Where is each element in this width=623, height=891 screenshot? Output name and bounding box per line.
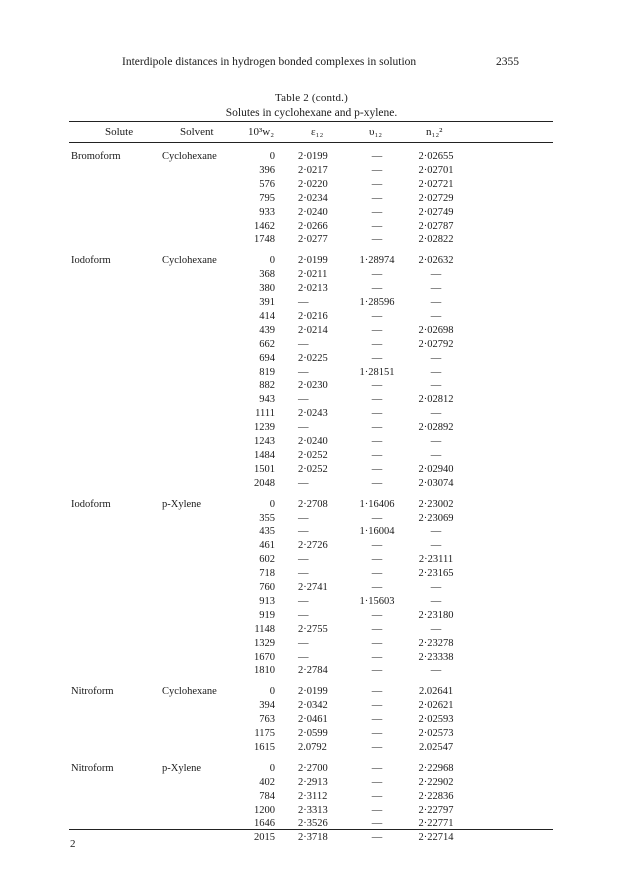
volume-cell: — <box>371 324 383 336</box>
concentration-cell: 1239 <box>254 422 275 434</box>
refractive-index-cell: 2·02621 <box>418 700 454 712</box>
solvent-cell: p-Xylene <box>162 762 202 774</box>
concentration-cell: 0 <box>269 255 275 267</box>
concentration-cell: 1329 <box>254 637 275 649</box>
refractive-index-cell: 2·03074 <box>418 477 454 489</box>
concentration-cell: 1243 <box>254 436 275 447</box>
concentration-cell: 391 <box>259 297 275 308</box>
epsilon-cell: 2·0214 <box>298 324 328 336</box>
epsilon-cell: 2·0213 <box>298 283 328 295</box>
refractive-index-cell: 2·02593 <box>418 714 454 726</box>
refractive-index-cell: 2·02701 <box>418 164 454 176</box>
refractive-index-cell: 2·22797 <box>418 804 454 816</box>
refractive-index-cell: — <box>430 352 442 364</box>
volume-cell: — <box>371 686 383 698</box>
volume-cell: — <box>371 338 383 350</box>
volume-cell: — <box>371 408 383 420</box>
concentration-cell: 414 <box>259 310 275 322</box>
refractive-index-cell: — <box>430 366 442 378</box>
refractive-index-cell: 2·02729 <box>418 192 454 204</box>
concentration-cell: 943 <box>259 394 275 406</box>
refractive-index-cell: 2·02655 <box>418 151 454 162</box>
volume-cell: — <box>371 234 383 246</box>
solvent-cell: Cyclohexane <box>162 255 217 267</box>
refractive-index-cell: — <box>430 283 442 295</box>
epsilon-cell: — <box>298 422 309 434</box>
epsilon-cell: — <box>298 366 309 378</box>
epsilon-cell: 2·0199 <box>298 686 328 698</box>
concentration-cell: 1646 <box>254 818 275 830</box>
concentration-cell: 402 <box>259 776 275 788</box>
volume-cell: 1·16004 <box>359 526 395 538</box>
concentration-cell: 1501 <box>254 463 275 475</box>
concentration-cell: 1111 <box>255 408 275 420</box>
volume-cell: — <box>371 832 383 844</box>
refractive-index-cell: 2·22714 <box>418 832 454 844</box>
concentration-cell: 1615 <box>254 741 275 753</box>
volume-cell: — <box>371 700 383 712</box>
volume-cell: — <box>371 582 383 593</box>
refractive-index-cell: 2·02698 <box>418 324 454 336</box>
volume-cell: 1·28596 <box>359 297 395 308</box>
concentration-cell: 396 <box>259 164 275 176</box>
header-solvent: Solvent <box>180 126 214 138</box>
epsilon-cell: — <box>298 554 309 566</box>
header-concentration: 10³w₂ <box>248 126 275 138</box>
epsilon-cell: 2·3526 <box>298 818 328 830</box>
concentration-cell: 718 <box>259 568 275 580</box>
concentration-cell: 763 <box>259 714 275 726</box>
epsilon-cell: 2·0252 <box>298 449 328 461</box>
volume-cell: — <box>371 283 383 295</box>
refractive-index-cell: 2·23069 <box>418 512 454 524</box>
epsilon-cell: 2·0240 <box>298 206 328 218</box>
refractive-index-cell: 2·02632 <box>418 255 454 267</box>
volume-cell: — <box>371 192 383 204</box>
volume-cell: — <box>371 164 383 176</box>
epsilon-cell: 2·3313 <box>298 804 328 816</box>
concentration-cell: 760 <box>259 582 275 593</box>
concentration-cell: 933 <box>259 206 275 218</box>
epsilon-cell: 2·0266 <box>298 220 328 232</box>
epsilon-cell: — <box>298 526 309 538</box>
concentration-cell: 795 <box>259 192 275 204</box>
epsilon-cell: 2·2708 <box>298 498 328 510</box>
concentration-cell: 0 <box>269 762 275 774</box>
solute-cell: Bromoform <box>71 151 121 162</box>
epsilon-cell: — <box>298 512 309 524</box>
epsilon-cell: — <box>298 651 309 663</box>
refractive-index-cell: 2·23180 <box>418 609 454 621</box>
volume-cell: — <box>371 352 383 364</box>
refractive-index-cell: 2·23278 <box>418 637 454 649</box>
concentration-cell: 662 <box>259 338 275 350</box>
epsilon-cell: 2·2784 <box>298 665 328 677</box>
refractive-index-cell: 2·02812 <box>418 394 454 406</box>
refractive-index-cell: — <box>430 297 442 308</box>
refractive-index-cell: — <box>430 540 442 552</box>
concentration-cell: 1748 <box>254 234 275 246</box>
epsilon-cell: 2·2726 <box>298 540 328 552</box>
epsilon-cell: 2·0211 <box>298 269 328 281</box>
refractive-index-cell: 2·23338 <box>418 651 454 663</box>
refractive-index-cell: — <box>430 310 442 322</box>
volume-cell: — <box>371 609 383 621</box>
epsilon-cell: 2·2913 <box>298 776 328 788</box>
concentration-cell: 435 <box>259 526 275 538</box>
epsilon-cell: 2·0225 <box>298 352 328 364</box>
refractive-index-cell: — <box>430 449 442 461</box>
refractive-index-cell: — <box>430 380 442 392</box>
volume-cell: — <box>371 463 383 475</box>
refractive-index-cell: 2.02641 <box>418 686 454 698</box>
concentration-cell: 1670 <box>254 651 275 663</box>
volume-cell: — <box>371 651 383 663</box>
solvent-cell: Cyclohexane <box>162 686 217 698</box>
concentration-cell: 2015 <box>254 832 275 844</box>
epsilon-cell: 2·0230 <box>298 380 328 392</box>
volume-cell: — <box>371 790 383 802</box>
concentration-cell: 694 <box>259 352 275 364</box>
concentration-cell: 394 <box>259 700 275 712</box>
volume-cell: — <box>371 449 383 461</box>
refractive-index-cell: — <box>430 582 442 593</box>
table-subtitle: Solutes in cyclohexane and p-xylene. <box>225 107 398 119</box>
solute-cell: Iodoform <box>71 498 111 510</box>
concentration-cell: 2048 <box>254 477 275 489</box>
epsilon-cell: — <box>298 637 309 649</box>
volume-cell: — <box>371 422 383 434</box>
volume-cell: — <box>371 554 383 566</box>
volume-cell: — <box>371 818 383 830</box>
epsilon-cell: — <box>298 338 309 350</box>
volume-cell: — <box>371 568 383 580</box>
refractive-index-cell: 2·22902 <box>418 776 454 788</box>
volume-cell: — <box>371 436 383 447</box>
concentration-cell: 919 <box>259 609 275 621</box>
epsilon-cell: 2·0599 <box>298 728 328 739</box>
epsilon-cell: 2·2741 <box>298 582 328 593</box>
volume-cell: 1·28974 <box>359 255 395 267</box>
refractive-index-cell: — <box>430 269 442 281</box>
epsilon-cell: — <box>298 609 309 621</box>
concentration-cell: 1148 <box>254 623 275 635</box>
volume-cell: — <box>371 512 383 524</box>
epsilon-cell: 2·0216 <box>298 310 328 322</box>
solute-cell: Iodoform <box>71 255 111 267</box>
refractive-index-cell: — <box>430 623 442 635</box>
refractive-index-cell: 2·02573 <box>418 728 454 739</box>
epsilon-cell: 2·2755 <box>298 623 328 635</box>
concentration-cell: 1462 <box>254 220 275 232</box>
solute-cell: Nitroform <box>71 762 114 774</box>
concentration-cell: 1484 <box>254 449 275 461</box>
volume-cell: — <box>371 269 383 281</box>
solvent-cell: Cyclohexane <box>162 151 217 162</box>
concentration-cell: 882 <box>259 380 275 392</box>
refractive-index-cell: — <box>430 526 442 538</box>
refractive-index-cell: 2·22771 <box>418 818 454 830</box>
epsilon-cell: — <box>298 394 309 406</box>
refractive-index-cell: — <box>430 665 442 677</box>
volume-cell: 1·16406 <box>359 498 395 510</box>
solute-cell: Nitroform <box>71 686 114 698</box>
table-caption: Table 2 (contd.) <box>275 92 348 104</box>
volume-cell: — <box>371 220 383 232</box>
concentration-cell: 355 <box>259 512 275 524</box>
concentration-cell: 784 <box>259 790 275 802</box>
refractive-index-cell: 2·02787 <box>418 220 454 232</box>
running-header-title: Interdipole distances in hydrogen bonded complexes in solution <box>122 56 417 68</box>
concentration-cell: 439 <box>259 324 275 336</box>
refractive-index-cell: 2.02547 <box>418 741 454 753</box>
epsilon-cell: 2·0199 <box>298 255 328 267</box>
epsilon-cell: 2·0234 <box>298 192 328 204</box>
refractive-index-cell: — <box>430 408 442 420</box>
refractive-index-cell: 2·02792 <box>418 338 454 350</box>
header-refractive-index: n₁₂² <box>426 126 443 138</box>
concentration-cell: 380 <box>259 283 275 295</box>
epsilon-cell: — <box>298 477 309 489</box>
solvent-cell: p-Xylene <box>162 498 202 510</box>
volume-cell: — <box>371 477 383 489</box>
volume-cell: — <box>371 637 383 649</box>
refractive-index-cell: 2·02822 <box>418 234 454 246</box>
concentration-cell: 602 <box>259 554 275 566</box>
epsilon-cell: 2·0240 <box>298 436 328 447</box>
refractive-index-cell: 2·23111 <box>418 554 454 566</box>
refractive-index-cell: — <box>430 595 442 607</box>
volume-cell: — <box>371 206 383 218</box>
refractive-index-cell: 2·23002 <box>418 498 454 510</box>
epsilon-cell: 2.0792 <box>298 741 327 753</box>
volume-cell: — <box>371 178 383 190</box>
volume-cell: — <box>371 540 383 552</box>
volume-cell: — <box>371 762 383 774</box>
epsilon-cell: — <box>298 595 309 607</box>
epsilon-cell: — <box>298 568 309 580</box>
volume-cell: — <box>371 151 383 162</box>
epsilon-cell: 2·0461 <box>298 714 328 726</box>
refractive-index-cell: 2·02749 <box>418 206 454 218</box>
refractive-index-cell: 2·22836 <box>418 790 454 802</box>
epsilon-cell: 2·0243 <box>298 408 328 420</box>
epsilon-cell: 2·3112 <box>298 790 328 802</box>
volume-cell: — <box>371 310 383 322</box>
refractive-index-cell: 2·02892 <box>418 422 454 434</box>
concentration-cell: 1810 <box>254 665 275 677</box>
volume-cell: — <box>371 776 383 788</box>
epsilon-cell: 2·0342 <box>298 700 328 712</box>
table-bottom-rule <box>69 829 553 830</box>
concentration-cell: 1200 <box>254 804 275 816</box>
volume-cell: — <box>371 804 383 816</box>
concentration-cell: 913 <box>259 595 275 607</box>
concentration-cell: 0 <box>269 686 275 698</box>
refractive-index-cell: — <box>430 436 442 447</box>
refractive-index-cell: 2·02940 <box>418 463 454 475</box>
header-volume: υ₁₂ <box>369 126 383 138</box>
volume-cell: 1·28151 <box>359 366 395 378</box>
volume-cell: — <box>371 728 383 739</box>
epsilon-cell: 2·3718 <box>298 832 328 844</box>
epsilon-cell: — <box>298 297 309 308</box>
epsilon-cell: 2·0220 <box>298 178 328 190</box>
concentration-cell: 0 <box>269 498 275 510</box>
page-number: 2355 <box>496 56 519 68</box>
footnote-marker: 2 <box>70 838 76 850</box>
header-solute: Solute <box>105 126 134 138</box>
concentration-cell: 1175 <box>254 728 275 739</box>
volume-cell: — <box>371 623 383 635</box>
epsilon-cell: 2·0199 <box>298 151 328 162</box>
epsilon-cell: 2·0252 <box>298 463 328 475</box>
epsilon-cell: 2·2700 <box>298 762 328 774</box>
volume-cell: — <box>371 714 383 726</box>
refractive-index-cell: 2·22968 <box>418 762 454 774</box>
epsilon-cell: 2·0277 <box>298 234 328 246</box>
header-epsilon: ε₁₂ <box>311 126 324 138</box>
concentration-cell: 368 <box>259 269 275 281</box>
epsilon-cell: 2·0217 <box>298 164 328 176</box>
concentration-cell: 461 <box>259 540 275 552</box>
refractive-index-cell: 2·02721 <box>418 178 454 190</box>
concentration-cell: 819 <box>259 366 275 378</box>
volume-cell: 1·15603 <box>359 595 395 607</box>
volume-cell: — <box>371 665 383 677</box>
volume-cell: — <box>371 741 383 753</box>
refractive-index-cell: 2·23165 <box>418 568 454 580</box>
volume-cell: — <box>371 394 383 406</box>
volume-cell: — <box>371 380 383 392</box>
concentration-cell: 576 <box>259 178 275 190</box>
concentration-cell: 0 <box>269 151 275 162</box>
